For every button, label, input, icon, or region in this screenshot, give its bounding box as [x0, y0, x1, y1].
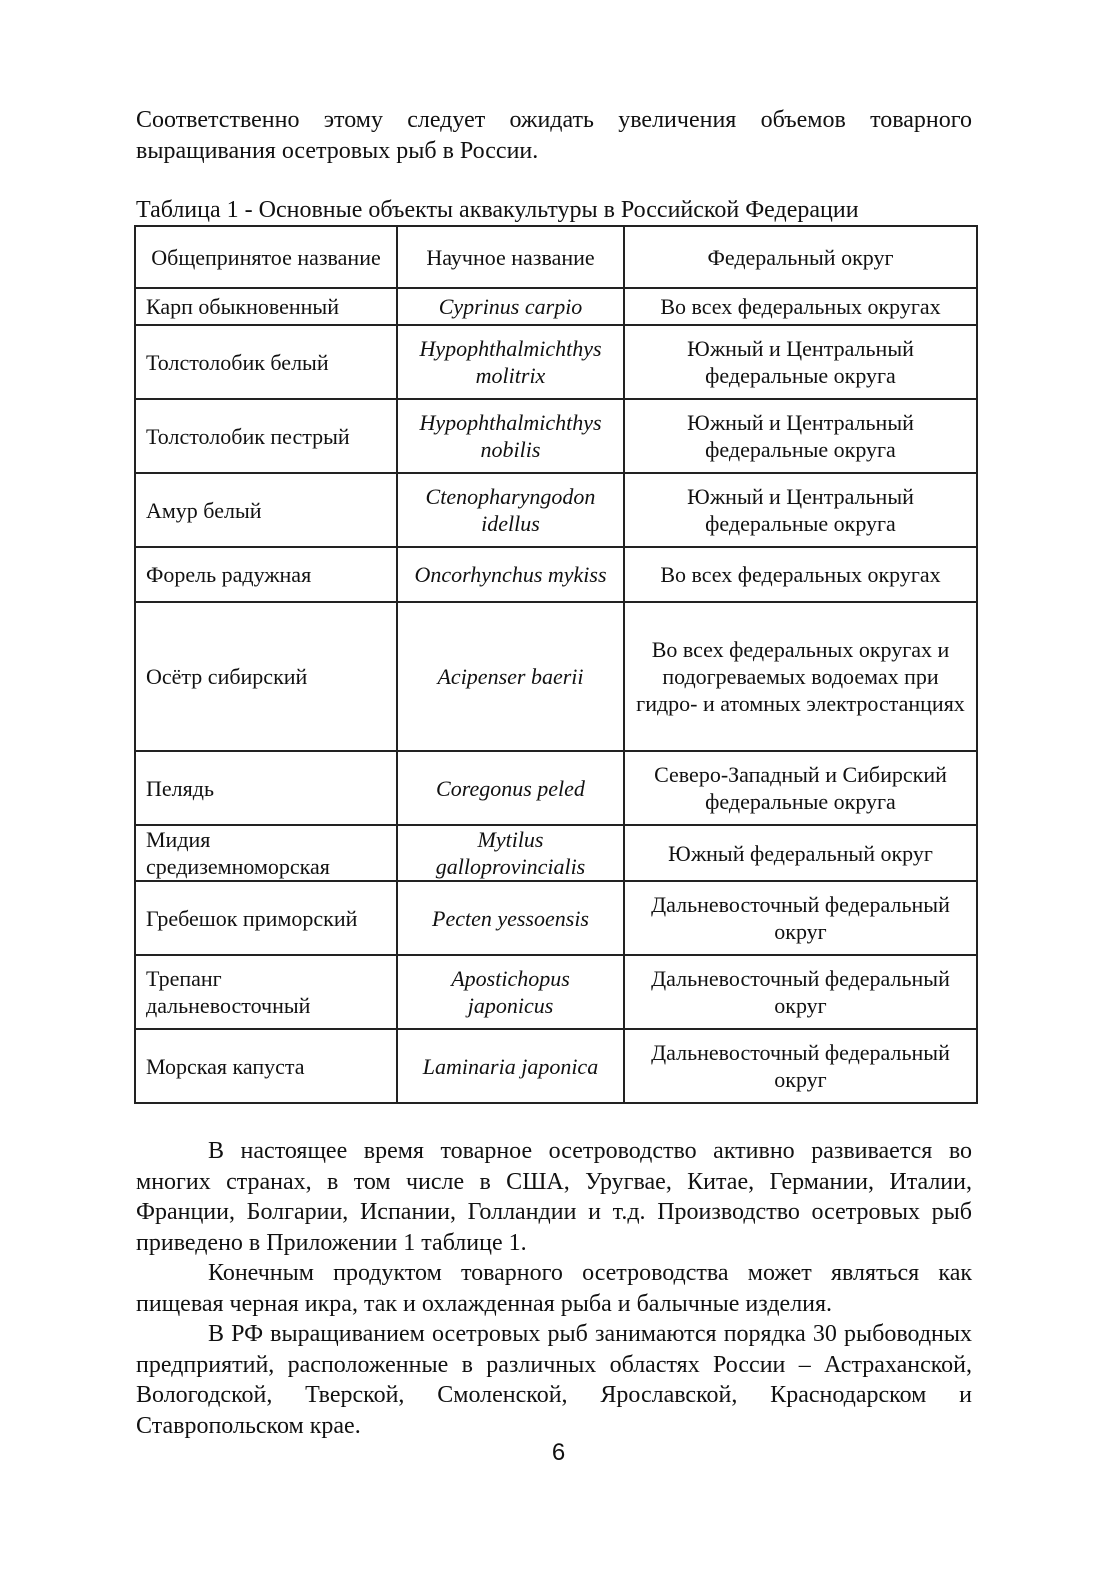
paragraph-1: В настоящее время товарное осетроводство активно развивается во многих странах, в том числе в США, Уругвае, Китае, Германии, Италии, Франции, Болгарии, Испании, Голландии и т.д. Производство осетровых рыб приведено в Приложении 1 таблице 1.: [136, 1138, 972, 1256]
federal-district-cell: Дальневосточный федеральный округ: [624, 881, 977, 955]
table-row: [135, 547, 977, 602]
federal-district-cell: Во всех федеральных округах: [624, 547, 977, 602]
table-caption: Таблица 1 - Основные объекты аквакультуры в Российской Федерации: [136, 197, 859, 223]
common-name-cell: Пелядь: [135, 751, 397, 825]
table-row: [135, 1029, 977, 1103]
federal-district-cell: Северо-Западный и Сибирский федеральные округа: [624, 751, 977, 825]
paragraph-3: В РФ выращиванием осетровых рыб занимаются порядка 30 рыбоводных предприятий, расположенные в различных областях России – Астраханской, Вологодской, Тверской, Смоленской, Ярославской, Краснодарском и Ставропольском крае.: [136, 1321, 972, 1439]
common-name-cell: Осётр сибирский: [135, 602, 397, 751]
scientific-name-cell: Laminaria japonica: [397, 1029, 624, 1103]
common-name-cell: Амур белый: [135, 473, 397, 547]
table-row: [135, 325, 977, 399]
federal-district-cell: Во всех федеральных округах: [624, 288, 977, 325]
header-common-name: Общепринятое название: [135, 226, 397, 288]
table-row: [135, 825, 977, 881]
common-name-cell: Толстолобик пестрый: [135, 399, 397, 473]
table-row: [135, 881, 977, 955]
intro-paragraph: Соответственно этому следует ожидать увеличения объемов товарного выращивания осетровых рыб в России.: [136, 107, 972, 164]
table-row: [135, 955, 977, 1029]
scientific-name-cell: Oncorhynchus mykiss: [397, 547, 624, 602]
table-row: [135, 602, 977, 751]
scientific-name-cell: Pecten yessoensis: [397, 881, 624, 955]
table-header-row: [135, 226, 977, 288]
federal-district-cell: Во всех федеральных округах и подогреваемых водоемах при гидро- и атомных электростанциях: [624, 602, 977, 751]
table-row: [135, 399, 977, 473]
scientific-name-cell: Coregonus peled: [397, 751, 624, 825]
federal-district-cell: Дальневосточный федеральный округ: [624, 1029, 977, 1103]
scientific-name-cell: Hypophthalmichthys nobilis: [397, 399, 624, 473]
federal-district-cell: Южный и Центральный федеральные округа: [624, 473, 977, 547]
table-row: [135, 473, 977, 547]
scientific-name-cell: Apostichopus japonicus: [397, 955, 624, 1029]
table-row: [135, 751, 977, 825]
aquaculture-table: [134, 225, 978, 1104]
scientific-name-cell: Hypophthalmichthys molitrix: [397, 325, 624, 399]
header-scientific-name: Научное название: [397, 226, 624, 288]
scientific-name-cell: Mytilus galloprovincialis: [397, 825, 624, 881]
common-name-cell: Мидия средиземноморская: [135, 825, 397, 881]
table-row: [135, 288, 977, 325]
federal-district-cell: Южный и Центральный федеральные округа: [624, 325, 977, 399]
federal-district-cell: Южный и Центральный федеральные округа: [624, 399, 977, 473]
common-name-cell: Трепанг дальневосточный: [135, 955, 397, 1029]
scientific-name-cell: Ctenopharyngodon idellus: [397, 473, 624, 547]
common-name-cell: Гребешок приморский: [135, 881, 397, 955]
header-federal-district: Федеральный округ: [624, 226, 977, 288]
scientific-name-cell: Cyprinus carpio: [397, 288, 624, 325]
common-name-cell: Карп обыкновенный: [135, 288, 397, 325]
scientific-name-cell: Acipenser baerii: [397, 602, 624, 751]
paragraph-2: Конечным продуктом товарного осетроводства может являться как пищевая черная икра, так и охлажденная рыба и балычные изделия.: [136, 1260, 972, 1317]
federal-district-cell: Южный федеральный округ: [624, 825, 977, 881]
common-name-cell: Морская капуста: [135, 1029, 397, 1103]
page-number: 6: [551, 1439, 566, 1466]
common-name-cell: Форель радужная: [135, 547, 397, 602]
common-name-cell: Толстолобик белый: [135, 325, 397, 399]
federal-district-cell: Дальневосточный федеральный округ: [624, 955, 977, 1029]
